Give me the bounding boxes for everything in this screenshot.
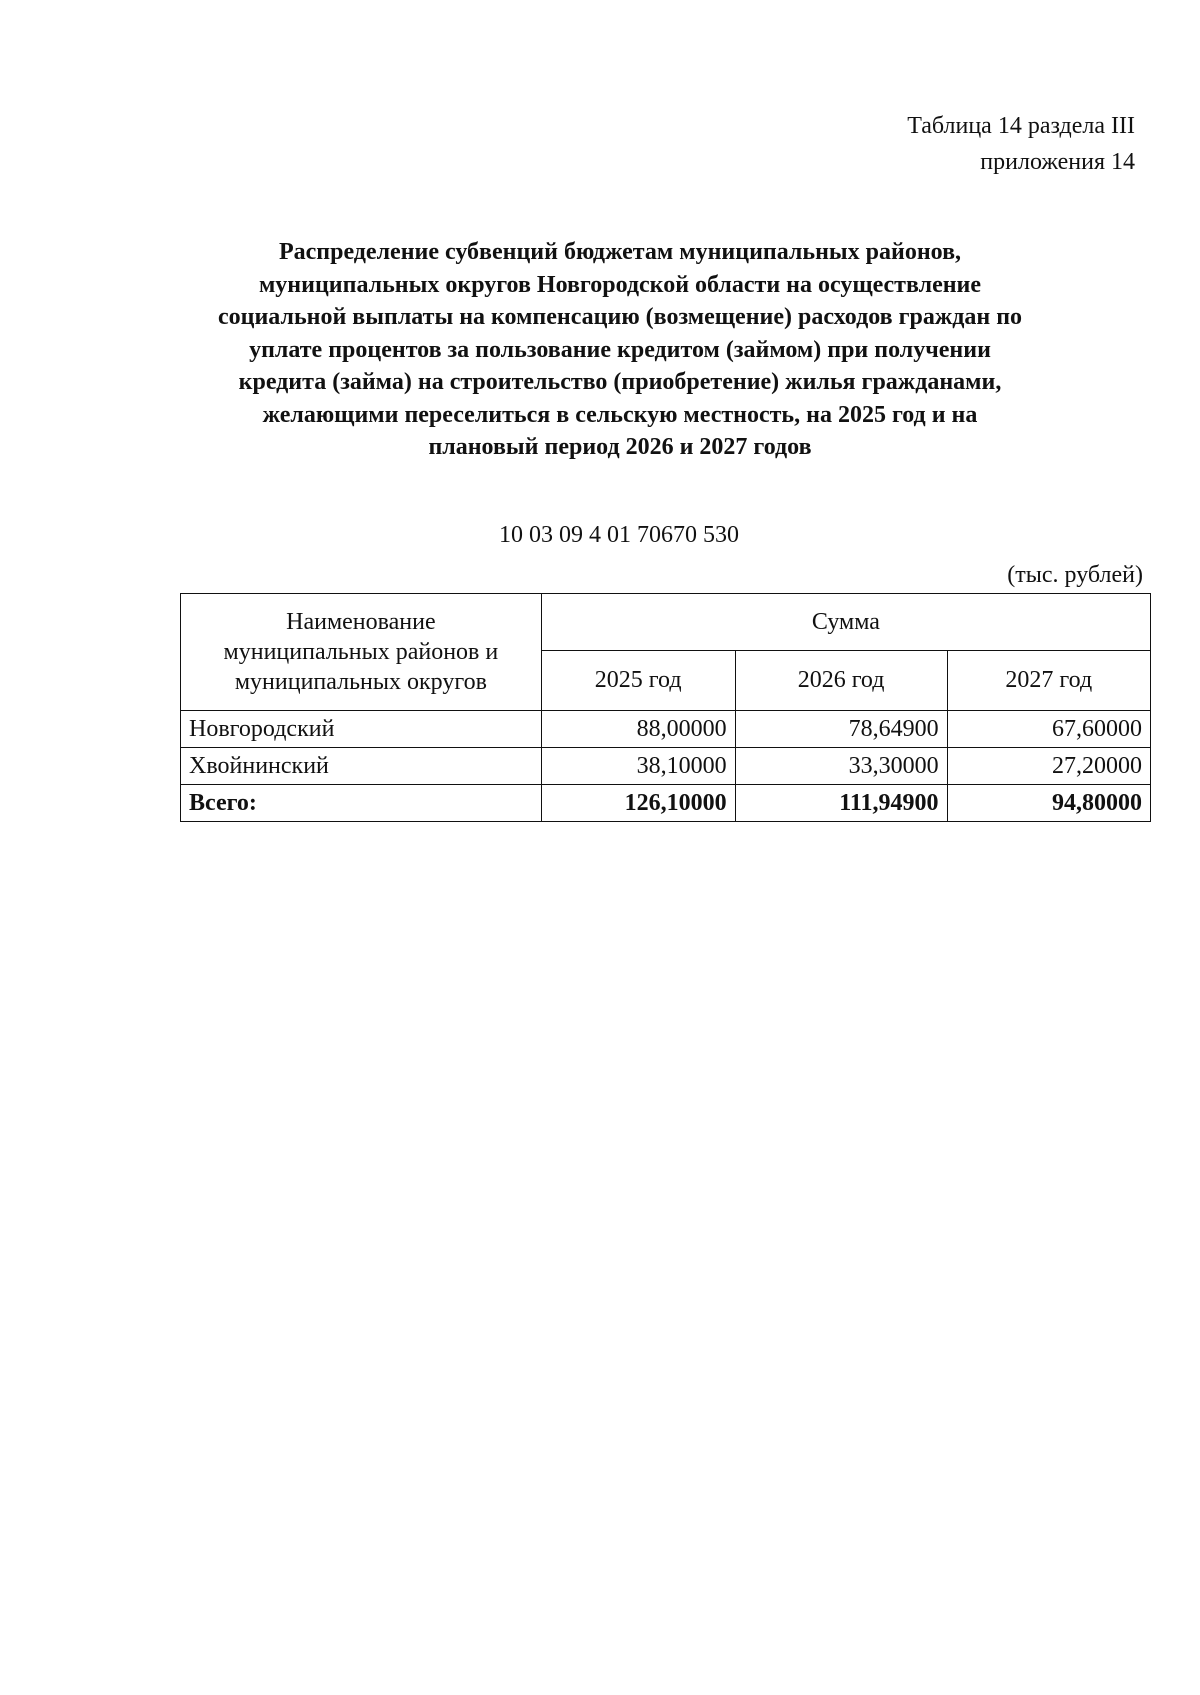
year-header-2025: 2025 год bbox=[541, 651, 735, 711]
table-row bbox=[181, 748, 1151, 785]
table-reference bbox=[907, 108, 1135, 180]
year-header-2026: 2026 год bbox=[735, 651, 947, 711]
district-name: Новгородский bbox=[181, 711, 542, 748]
district-name: Хвойнинский bbox=[181, 748, 542, 785]
table-header-row bbox=[181, 594, 1151, 651]
value-2025: 88,00000 bbox=[541, 711, 735, 748]
total-2025: 126,10000 bbox=[541, 785, 735, 822]
total-row bbox=[181, 785, 1151, 822]
name-header-line: муниципальных районов и bbox=[223, 639, 499, 665]
title-line: плановый период 2026 и 2027 годов bbox=[428, 434, 812, 460]
value-2027: 27,20000 bbox=[947, 748, 1150, 785]
budget-classification-code: 10 03 09 4 01 70670 530 bbox=[499, 522, 739, 548]
title-line: муниципальных округов Новгородской области на осуществление bbox=[258, 271, 982, 298]
total-2027: 94,80000 bbox=[947, 785, 1150, 822]
title-line: кредита (займа) на строительство (приобретение) жилья гражданами, bbox=[238, 369, 1002, 395]
name-header-line: Наименование bbox=[286, 609, 436, 635]
title-line: желающими переселиться в сельскую местность, на 2025 год и на bbox=[262, 401, 978, 428]
title-line: Распределение субвенций бюджетам муниципальных районов, bbox=[278, 239, 962, 265]
title-line: социальной выплаты на компенсацию (возмещение) расходов граждан по bbox=[217, 304, 1023, 330]
total-2026: 111,94900 bbox=[735, 785, 947, 822]
subvention-table bbox=[180, 593, 1151, 822]
table-reference-line2: приложения 14 bbox=[980, 149, 1135, 175]
table-row bbox=[181, 711, 1151, 748]
total-label: Всего: bbox=[181, 785, 542, 822]
table-reference-line1: Таблица 14 раздела III bbox=[907, 113, 1135, 139]
value-2027: 67,60000 bbox=[947, 711, 1150, 748]
document-title bbox=[160, 236, 1080, 464]
sum-column-header: Сумма bbox=[541, 594, 1150, 651]
value-2026: 33,30000 bbox=[735, 748, 947, 785]
value-2026: 78,64900 bbox=[735, 711, 947, 748]
value-2025: 38,10000 bbox=[541, 748, 735, 785]
year-header-2027: 2027 год bbox=[947, 651, 1150, 711]
units-label: (тыс. рублей) bbox=[1007, 562, 1143, 588]
title-line: уплате процентов за пользование кредитом (займом) при получении bbox=[249, 336, 991, 363]
name-column-header bbox=[181, 594, 542, 711]
name-header-line: муниципальных округов bbox=[234, 669, 487, 695]
